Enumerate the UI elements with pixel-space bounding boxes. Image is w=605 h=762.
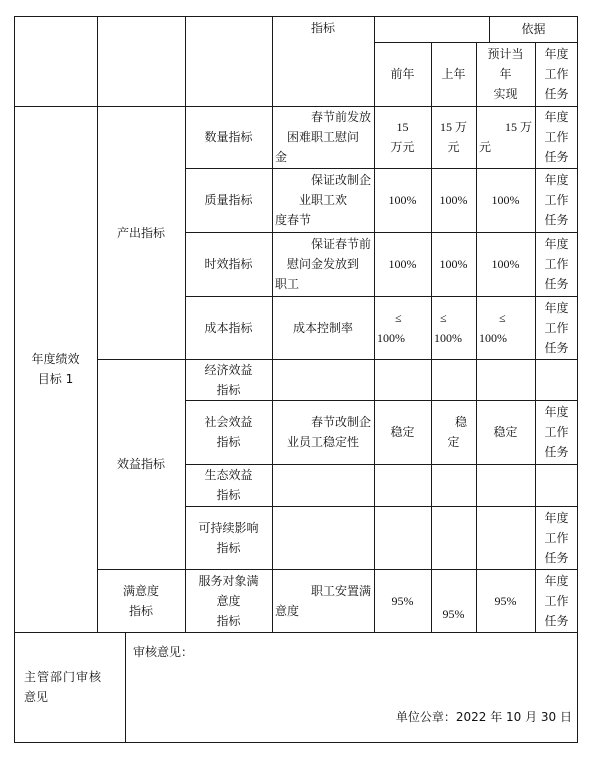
indicator-satisfaction <box>272 569 374 632</box>
indicator-line: 成本控制率 <box>292 320 353 335</box>
grid-line <box>185 400 578 401</box>
header-expected-line: 预计当 <box>487 47 524 61</box>
value-line: 100% <box>388 257 417 271</box>
goal-label <box>14 106 97 632</box>
sub-indicator-line: 指标 <box>216 540 241 555</box>
header-last-year <box>431 42 476 106</box>
sub-indicator-line: 服务对象满 <box>198 573 259 588</box>
last-year-cost <box>431 296 476 359</box>
review-label-line: 意见 <box>24 690 49 704</box>
indicator-line: 意度 <box>275 603 300 618</box>
goal-label-line: 年度绩效 <box>31 352 80 366</box>
header-expected <box>476 42 535 106</box>
grid-line <box>185 464 578 465</box>
prev-year-quantity <box>374 106 431 168</box>
value-line: 15 万 <box>439 120 467 134</box>
task-line: 年度 <box>544 405 569 419</box>
task-line: 工作 <box>544 530 569 545</box>
value-line: 95% <box>494 593 517 608</box>
satisfaction-label-line: 指标 <box>128 603 153 618</box>
sub-indicator-quantity <box>185 106 272 168</box>
task-line: 任务 <box>544 340 569 355</box>
prev-year-satisfaction <box>374 569 431 632</box>
value-line: ≤ <box>395 310 402 325</box>
review-label-line: 主管部门审核 <box>24 670 103 684</box>
indicator-line: 职工 <box>275 277 300 291</box>
sub-indicator-line: 社会效益 <box>204 415 253 429</box>
value-line: 100% <box>491 257 520 271</box>
header-basis <box>489 16 578 42</box>
sub-indicator-line: 指标 <box>216 488 241 502</box>
grid-line <box>185 506 578 507</box>
sub-indicator-text: 时效指标 <box>204 257 253 271</box>
indicator-line: 业职工欢 <box>298 193 347 207</box>
sub-indicator-quality <box>185 168 272 232</box>
annual-task-timeliness <box>535 232 578 296</box>
value-line: 100% <box>388 193 417 207</box>
sub-indicator-sustainable <box>185 506 272 569</box>
value-line: 15 <box>396 120 409 134</box>
task-line: 任务 <box>544 613 569 628</box>
task-line: 工作 <box>544 320 569 335</box>
grid-line <box>535 42 536 632</box>
sub-indicator-text: 成本指标 <box>204 320 253 335</box>
indicator-line: 度春节 <box>275 213 312 227</box>
value-line: 95% <box>442 607 465 621</box>
sub-indicator-line: 指标 <box>216 613 241 628</box>
expected-quality <box>476 168 535 232</box>
annual-task-sustainable <box>535 506 578 569</box>
value-line: 100% <box>439 257 468 271</box>
value-line: ≤ <box>440 310 447 325</box>
header-expected-line: 实现 <box>493 87 518 101</box>
annual-task-social <box>535 400 578 464</box>
annual-task-satisfaction <box>535 569 578 632</box>
prev-year-social <box>374 400 431 464</box>
header-annual-task-line: 年度 <box>544 47 569 61</box>
value-line: 100% <box>439 193 468 207</box>
task-line: 年度 <box>544 110 569 124</box>
sub-indicator-economic <box>185 359 272 400</box>
sub-indicator-line: 指标 <box>216 382 241 397</box>
indicator-line: 保证春节前 <box>310 237 371 251</box>
sub-indicator-line: 指标 <box>216 435 241 449</box>
task-line: 年度 <box>544 173 569 187</box>
grid-line <box>577 16 578 743</box>
prev-year-cost <box>374 296 431 359</box>
expected-social <box>476 400 535 464</box>
grid-line <box>14 106 578 107</box>
indicator-cost <box>272 296 374 359</box>
indicator-line: 保证改制企 <box>310 173 371 187</box>
benefit-indicator-label <box>97 359 185 569</box>
last-year-social <box>431 400 476 464</box>
last-year-quality <box>431 168 476 232</box>
header-prev-year <box>374 42 431 106</box>
indicator-quantity <box>272 106 374 168</box>
indicator-line: 慰问金发放到 <box>286 257 359 271</box>
header-basis-text: 依据 <box>521 22 546 36</box>
value-line: 定 <box>447 435 460 449</box>
grid-line <box>14 16 578 17</box>
prev-year-quality <box>374 168 431 232</box>
last-year-timeliness <box>431 232 476 296</box>
header-prev-year-text: 前年 <box>390 67 415 81</box>
value-line: 15 万 <box>504 120 532 134</box>
value-line: 稳 <box>454 415 467 429</box>
sub-indicator-satisfaction <box>185 569 272 632</box>
grid-line <box>185 296 578 297</box>
sub-indicator-text: 数量指标 <box>204 130 253 144</box>
value-line: 稳定 <box>493 425 518 439</box>
header-last-year-text: 上年 <box>441 67 466 81</box>
value-line: ≤ <box>499 310 506 325</box>
review-label <box>14 632 125 742</box>
value-line: 100% <box>491 193 520 207</box>
grid-line <box>476 42 477 632</box>
indicator-timeliness <box>272 232 374 296</box>
sub-indicator-text: 质量指标 <box>204 193 253 207</box>
grid-line <box>97 569 578 570</box>
grid-line <box>14 742 578 743</box>
header-indicator-text: 指标 <box>310 21 335 35</box>
task-line: 任务 <box>544 277 569 291</box>
sub-indicator-line: 可持续影响 <box>198 520 259 535</box>
sub-indicator-cost <box>185 296 272 359</box>
grid-line <box>185 168 578 169</box>
task-line: 任务 <box>544 150 569 164</box>
task-line: 年度 <box>544 300 569 315</box>
sub-indicator-line: 经济效益 <box>204 362 253 377</box>
sub-indicator-ecological <box>185 464 272 506</box>
task-line: 任务 <box>544 213 569 227</box>
satisfaction-indicator-label <box>97 569 185 632</box>
header-expected-line: 年 <box>499 67 512 81</box>
value-line: 100% <box>479 330 507 345</box>
task-line: 工作 <box>544 130 569 144</box>
indicator-quality <box>272 168 374 232</box>
task-line: 任务 <box>544 550 569 565</box>
output-indicator-label <box>97 106 185 359</box>
grid-line <box>185 232 578 233</box>
grid-line <box>272 16 273 632</box>
task-line: 工作 <box>544 425 569 439</box>
value-line: 稳定 <box>390 425 415 439</box>
task-line: 工作 <box>544 593 569 608</box>
value-line: 万元 <box>390 140 415 154</box>
grid-line <box>14 632 578 633</box>
last-year-quantity <box>431 106 476 168</box>
sub-indicator-line: 生态效益 <box>204 468 253 482</box>
indicator-social <box>272 400 374 464</box>
value-line: 元 <box>447 140 460 154</box>
grid-line <box>185 16 186 632</box>
indicator-line: 职工安置满 <box>310 583 371 598</box>
grid-line <box>489 16 490 42</box>
indicator-line: 金 <box>275 150 288 164</box>
prev-year-timeliness <box>374 232 431 296</box>
review-opinion-text: 审核意见： <box>133 645 194 659</box>
task-line: 年度 <box>544 573 569 588</box>
review-opinion <box>125 640 325 664</box>
value-line: 元 <box>479 140 492 154</box>
output-indicator-label-text: 产出指标 <box>116 225 165 240</box>
value-line: 100% <box>434 330 462 345</box>
sub-indicator-timeliness <box>185 232 272 296</box>
grid-line <box>97 16 98 632</box>
header-annual-task-line: 任务 <box>544 87 569 101</box>
indicator-line: 春节改制企 <box>310 415 371 429</box>
task-line: 任务 <box>544 445 569 459</box>
expected-satisfaction <box>476 569 535 632</box>
satisfaction-label-line: 满意度 <box>122 583 159 598</box>
task-line: 工作 <box>544 193 569 207</box>
header-annual-task <box>535 42 578 106</box>
grid-line <box>374 16 375 632</box>
value-line: 100% <box>377 330 405 345</box>
value-line: 95% <box>391 593 414 608</box>
sub-indicator-line: 意度 <box>216 593 241 608</box>
expected-cost <box>476 296 535 359</box>
expected-timeliness <box>476 232 535 296</box>
grid-line <box>125 632 126 742</box>
last-year-satisfaction <box>431 569 476 632</box>
task-line: 年度 <box>544 510 569 525</box>
expected-quantity <box>476 106 535 168</box>
indicator-line: 春节前发放 <box>310 110 371 124</box>
task-line: 年度 <box>544 237 569 251</box>
indicator-line: 业员工稳定性 <box>286 435 359 449</box>
sub-indicator-social <box>185 400 272 464</box>
grid-line <box>97 359 578 360</box>
grid-line <box>431 42 432 632</box>
annual-task-quantity <box>535 106 578 168</box>
header-indicator <box>272 16 374 42</box>
annual-task-cost <box>535 296 578 359</box>
goal-label-line: 目标 1 <box>37 372 74 386</box>
grid-line <box>14 16 15 743</box>
header-annual-task-line: 工作 <box>544 67 569 81</box>
task-line: 工作 <box>544 257 569 271</box>
review-seal-date <box>330 705 578 729</box>
indicator-line: 困难职工慰问 <box>286 130 359 144</box>
review-seal-date-text: 单位公章：2022 年 10 月 30 日 <box>395 710 572 724</box>
benefit-indicator-label-text: 效益指标 <box>116 457 165 471</box>
annual-task-quality <box>535 168 578 232</box>
